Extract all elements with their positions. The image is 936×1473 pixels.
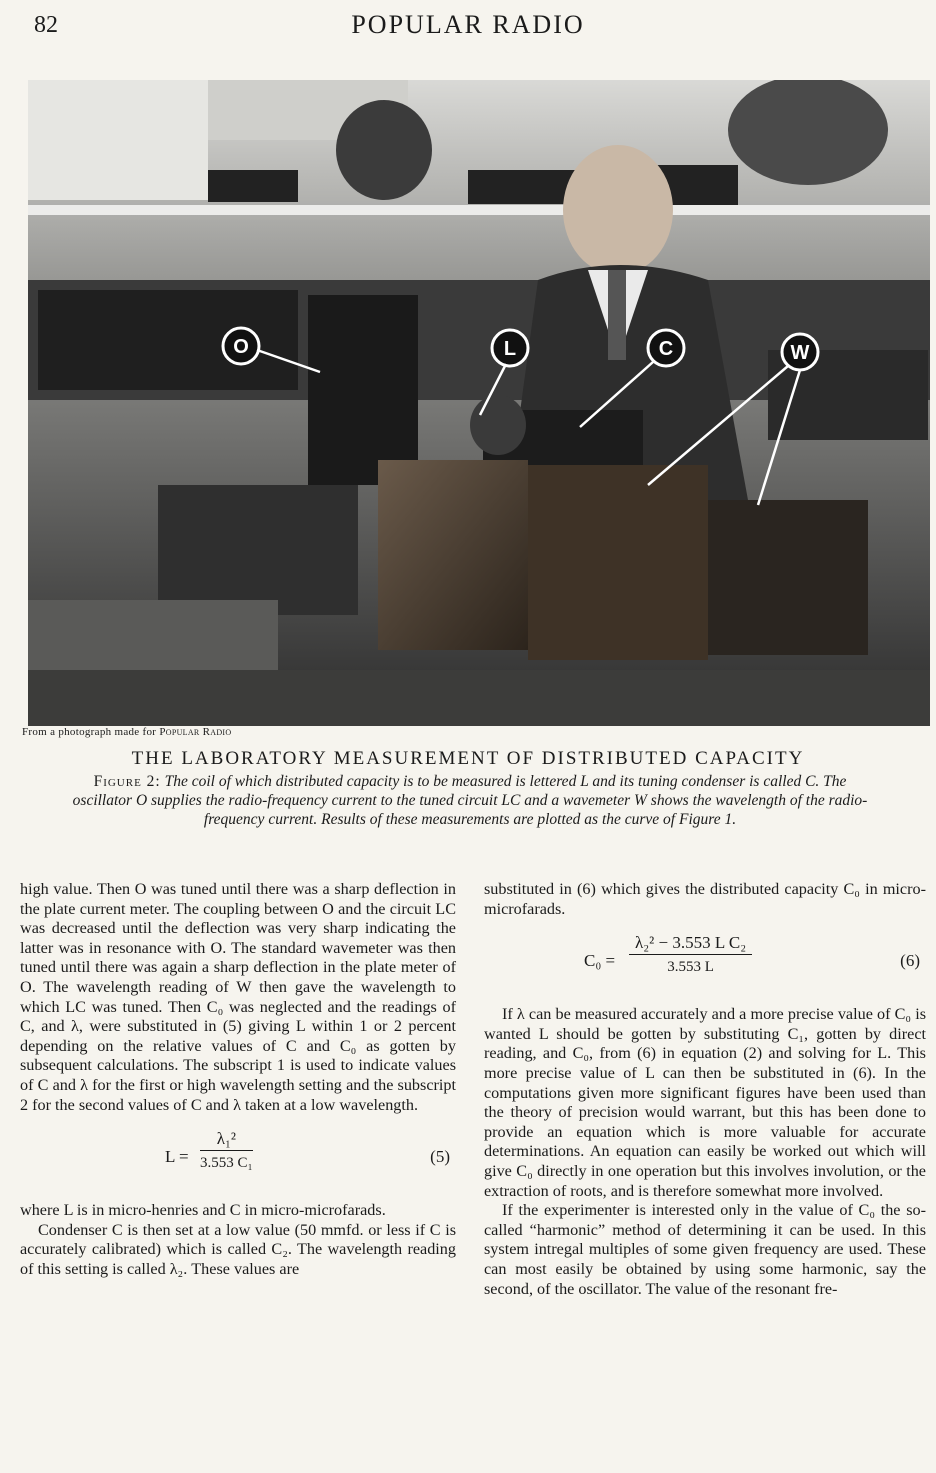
photo-label-c: C [658, 338, 674, 360]
equation-lhs: L = [165, 1147, 189, 1167]
equation-denominator: 3.553 L [667, 958, 714, 975]
paragraph: substituted in (6) which gives the distributed capacity C₀ in micro-microfarads. [484, 880, 926, 918]
photo-credit-source: Popular Radio [159, 726, 232, 738]
equation-numerator: λ₁² [200, 1129, 253, 1151]
paragraph: where L is in micro-henries and C in micro-microfarads. [20, 1201, 386, 1220]
equation-fraction [629, 933, 752, 977]
laboratory-photograph [28, 80, 930, 726]
right-column [484, 880, 926, 1299]
paragraph: If the experimenter is interested only in the value of C₀ the so-called “harmonic” method of determining it can be used. In this system intregal multiples of some given frequency are used. These can most easily be obtained by using some harmonic, say the second, of the oscillator. The value of the resonant fre- [484, 1201, 926, 1298]
equation-fraction [200, 1129, 253, 1173]
equation-5 [20, 1129, 456, 1187]
paragraph: If λ can be measured accurately and a more precise value of C₀ is wanted L should be gotten by substituting C₁, gotten by direct reading, and C₀, from (6) in equation (2) and solving for L. This more precise value of L can then be substituted in (6). In the computations given more significant figures have been used than the theory of precision would warrant, but this has been done to provide an equation which is more valuable for accurate determinations. An equation can easily be worked out which will give C₀ directly in one operation but this involves involution, or the extraction of roots, and is therefore somewhat more involved. [484, 1005, 926, 1200]
page-number: 82 [34, 12, 58, 38]
paragraph: high value. Then O was tuned until there was a sharp deflection in the plate current meter. The coupling between O and the circuit LC was decreased until the deflection was very sharp indicating the latter was in resonance with O. The standard wavemeter was then tuned until there was again a sharp deflection in the plate meter of O. The wavelength reading of W then gave the wavelength to which LC was tuned. Then C₀ was neglected and the readings of C, and λ, were substituted in (5) giving L within 1 or 2 percent depending on the relative values of C and C₀ as gotten by subsequent calculations. The subscript 1 is used to indicate values of C and λ for the first or high wavelength setting and the subscript 2 for the second values of C and λ taken at a low wavelength. [20, 880, 456, 1114]
photo-label-l: L [503, 338, 517, 360]
equation-numerator: λ₂² − 3.553 L C₂ [629, 933, 752, 955]
figure-title: THE LABORATORY MEASUREMENT OF DISTRIBUTED CAPACITY [131, 748, 805, 769]
figure-label: Figure 2: [93, 773, 161, 790]
figure-caption-text: The coil of which distributed capacity is to be measured is lettered L and its tuning condenser is called C. The oscillator O supplies the radio-frequency current to the tuned circuit LC and a wavemeter W shows the wavelength of the radio-frequency current. Results of these measurements are plotted as the curve of Figure 1. [72, 773, 868, 828]
equation-number: (5) [430, 1147, 450, 1167]
photo-label-w: W [790, 342, 810, 364]
photo-credit [22, 726, 231, 738]
running-head: POPULAR RADIO [351, 10, 585, 39]
equation-lhs: C₀ = [584, 951, 616, 971]
paragraph: Condenser C is then set at a low value (50 mmfd. or less if C is accurately calibrated) which is called C₂. The wavelength reading of this setting is called λ₂. These values are [20, 1220, 456, 1278]
left-column [20, 880, 456, 1280]
photo-credit-prefix: From a photograph made for [22, 726, 157, 738]
photo-label-o: O [233, 336, 249, 358]
equation-denominator: 3.553 C₁ [200, 1154, 253, 1171]
equation-6 [484, 933, 926, 991]
equation-number: (6) [900, 951, 920, 971]
figure-caption [70, 772, 870, 829]
